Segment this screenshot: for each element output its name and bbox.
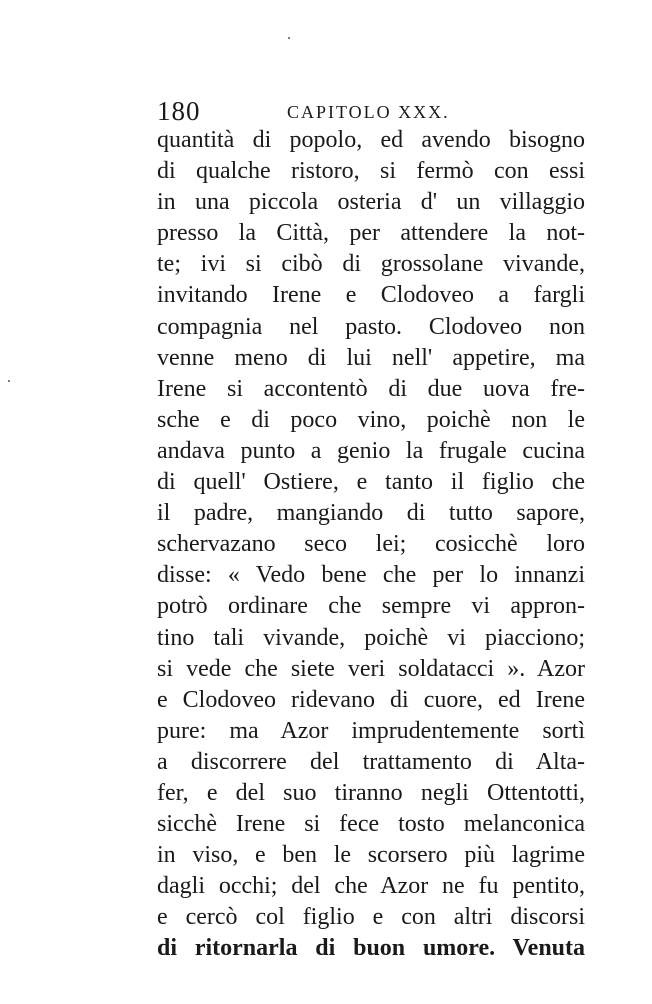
text-line: schervazano seco lei; cosicchè loro xyxy=(157,531,585,558)
page-header xyxy=(157,96,585,126)
text-line: te; ivi si cibò di grossolane vivande, xyxy=(157,251,585,278)
paper-speck xyxy=(8,380,10,382)
text-line: in viso, e ben le scorsero più lagrime xyxy=(157,842,585,869)
text-line: dagli occhi; del che Azor ne fu pentito, xyxy=(157,873,585,900)
text-line: e Clodoveo ridevano di cuore, ed Irene xyxy=(157,686,585,713)
text-line: il padre, mangiando di tutto sapore, xyxy=(157,500,585,527)
text-line: sche e di poco vino, poichè non le xyxy=(157,406,585,433)
text-line: in una piccola osteria d' un villaggio xyxy=(157,189,585,216)
body-text xyxy=(157,125,585,965)
text-line: a discorrere del trattamento di Alta- xyxy=(157,748,585,775)
text-line: presso la Città, per attendere la not- xyxy=(157,220,585,247)
text-line: e cercò col figlio e con altri discorsi xyxy=(157,904,585,931)
text-line: compagnia nel pasto. Clodoveo non xyxy=(157,313,585,340)
text-line: andava punto a genio la frugale cucina xyxy=(157,437,585,464)
running-head: CAPITOLO XXX. xyxy=(287,102,450,122)
paper-speck xyxy=(288,37,290,39)
text-line: di quell' Ostiere, e tanto il figlio che xyxy=(157,469,585,496)
text-line: invitando Irene e Clodoveo a fargli xyxy=(157,282,585,309)
text-line: disse: « Vedo bene che per lo innanzi xyxy=(157,562,585,589)
text-line: potrò ordinare che sempre vi appron- xyxy=(157,593,585,620)
text-line: venne meno di lui nell' appetire, ma xyxy=(157,344,585,371)
text-line: di qualche ristoro, si fermò con essi xyxy=(157,158,585,185)
text-line: sicchè Irene si fece tosto melanconica xyxy=(157,811,585,838)
text-line: fer, e del suo tiranno negli Ottentotti, xyxy=(157,779,585,806)
text-line: quantità di popolo, ed avendo bisogno xyxy=(157,127,585,153)
text-line: Irene si accontentò di due uova fre- xyxy=(157,375,585,402)
text-line: si vede che siete veri soldatacci ». Azor xyxy=(157,655,585,682)
page-number: 180 xyxy=(157,96,201,126)
text-line: di ritornarla di buon umore. Venuta xyxy=(157,935,585,962)
text-line: tino tali vivande, poichè vi piacciono; xyxy=(157,624,585,651)
text-line: pure: ma Azor imprudentemente sortì xyxy=(157,717,585,744)
